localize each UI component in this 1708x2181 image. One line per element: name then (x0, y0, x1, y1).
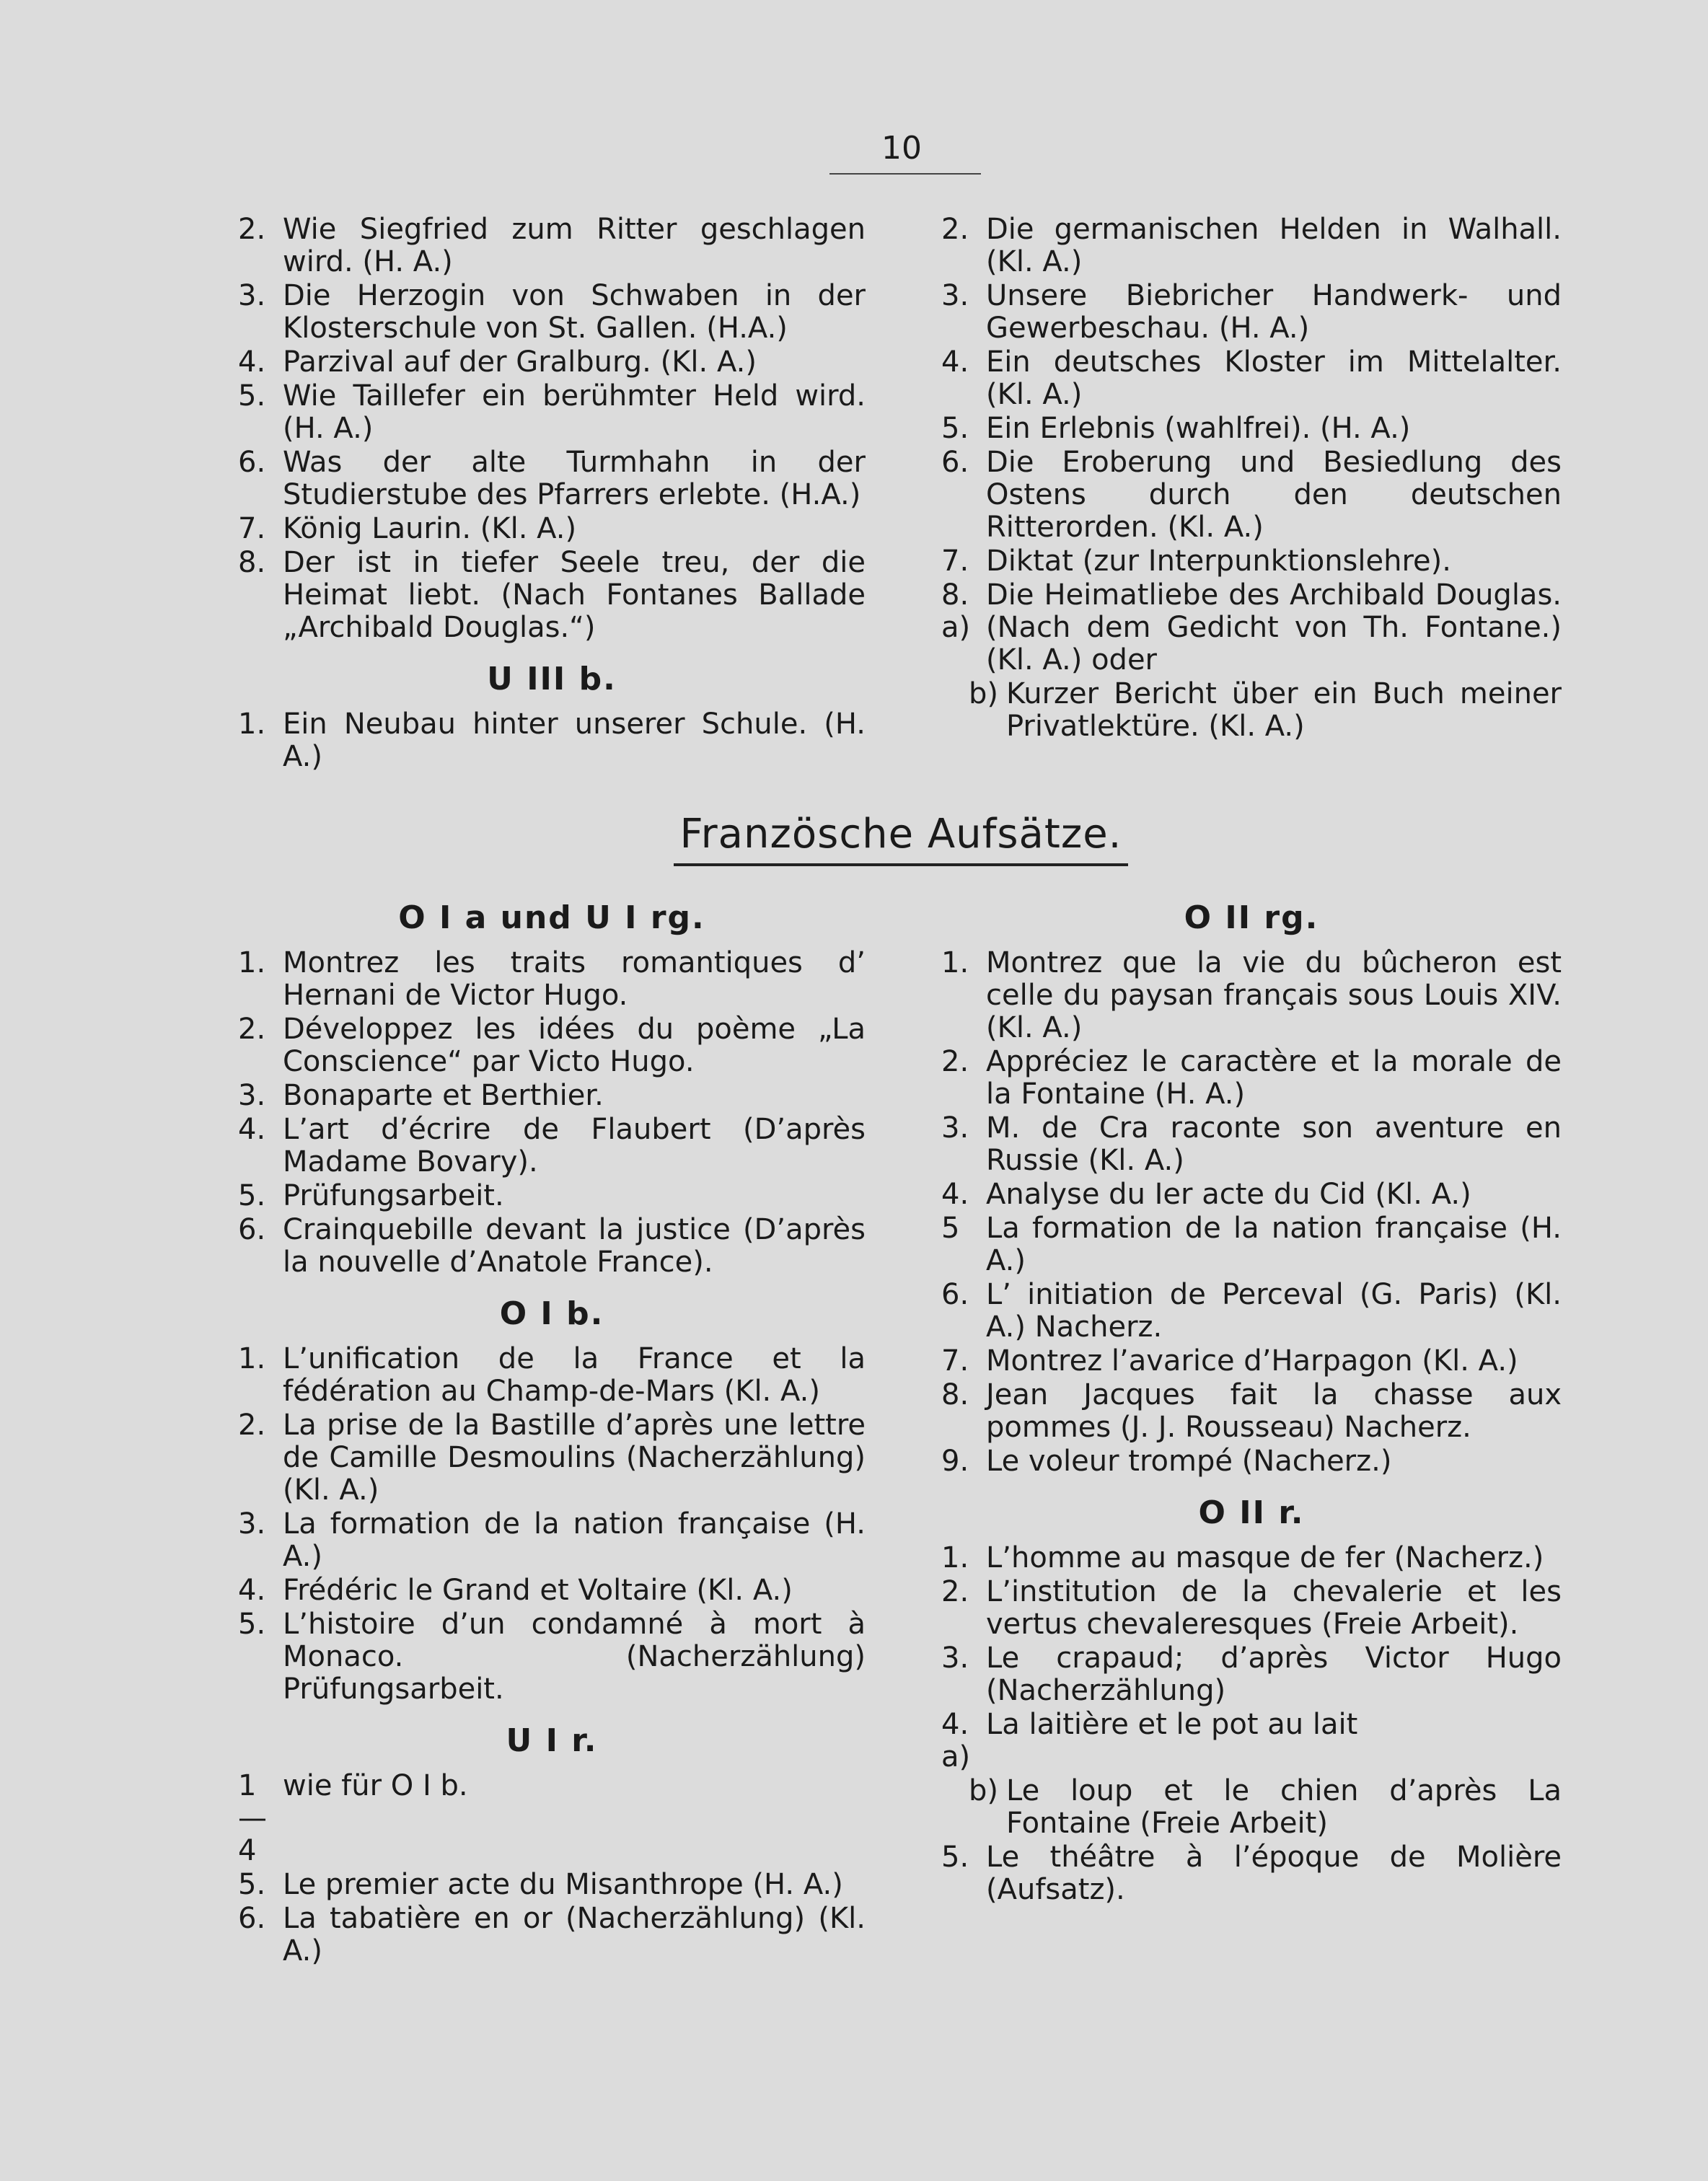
item-text: L’unification de la France et la fédération au Champ-de-Mars (Kl. A.) (283, 1342, 866, 1408)
item-number: 4. (238, 1574, 266, 1607)
top-right-column (941, 213, 1562, 744)
item-text: Parzival auf der Gralburg. (Kl. A.) (283, 345, 757, 379)
item-number: 5. (238, 1179, 266, 1212)
item-text: König Laurin. (Kl. A.) (283, 512, 577, 545)
list-item (238, 1013, 866, 1078)
item-text: Die Heimatliebe des Archibald Douglas. (Nach dem Gedicht von Th. Fontane.) (Kl. A.) oder (986, 578, 1562, 677)
item-text: La formation de la nation française (H. A.) (986, 1212, 1562, 1277)
item-number: 3. (238, 279, 266, 312)
item-number: 3. (941, 1642, 969, 1675)
list-item (238, 1508, 866, 1573)
o2rg-list (941, 947, 1562, 1478)
page-number-rule (829, 173, 981, 175)
item-number: 4. (941, 1178, 969, 1211)
item-number: 1. (941, 1541, 969, 1574)
item-number: 3. (941, 1111, 969, 1145)
list-item (941, 280, 1562, 345)
item-number: 9. (941, 1445, 969, 1478)
list-item (238, 513, 866, 545)
item-number: 5. (238, 1868, 266, 1901)
item-text: Was der alte Turmhahn in der Studierstube des Pfarrers erlebte. (H.A.) (283, 446, 866, 511)
item-text: Diktat (zur Interpunktionslehre). (986, 545, 1451, 578)
list-item (941, 1212, 1562, 1277)
item-text: Le premier acte du Misanthrope (H. A.) (283, 1868, 843, 1901)
list-item (941, 1775, 1562, 1840)
item-text: Le théâtre à l’époque de Molière (Aufsatz). (986, 1841, 1562, 1906)
item-number: b) (969, 1774, 998, 1807)
item-number: 2. (941, 1575, 969, 1608)
list-item (941, 545, 1562, 578)
list-item (238, 1409, 866, 1507)
item-text: Bonaparte et Berthier. (283, 1079, 604, 1112)
item-text: Die Eroberung und Besiedlung des Ostens durch den deutschen Ritterorden. (Kl. A.) (986, 446, 1562, 544)
list-item (941, 1379, 1562, 1444)
heading-o1b: O I b. (499, 1295, 604, 1332)
item-number: 3. (238, 1507, 266, 1541)
list-item (941, 413, 1562, 445)
item-number: 6. (941, 446, 969, 479)
item-number: 6. (238, 1902, 266, 1935)
item-text: L’art d’écrire de Flaubert (D’après Madame Bovary). (283, 1113, 866, 1178)
list-item (238, 446, 866, 511)
item-text: Der ist in tiefer Seele treu, der die Heimat liebt. (Nach Fontanes Ballade „Archibald Douglas.“) (283, 546, 866, 644)
item-text: Montrez que la vie du bûcheron est celle du paysan français sous Louis XIV. (Kl. A.) (986, 946, 1562, 1044)
item-text: Ein deutsches Kloster im Mittelalter. (Kl. A.) (986, 345, 1562, 411)
item-text: M. de Cra raconte son aventure en Russie (Kl. A.) (986, 1111, 1562, 1177)
list-item (238, 213, 866, 278)
list-item (941, 1642, 1562, 1707)
item-text: Die Herzogin von Schwaben in der Klosterschule von St. Gallen. (H.A.) (283, 279, 866, 345)
item-number: 5 (941, 1212, 960, 1245)
list-item (941, 1178, 1562, 1211)
list-item (238, 1343, 866, 1408)
list-item (238, 1114, 866, 1178)
item-number: 4. (238, 345, 266, 379)
list-item (238, 1608, 866, 1706)
list-item (941, 579, 1562, 677)
list-item (238, 1574, 866, 1607)
item-number: 2. (941, 1045, 969, 1078)
list-item (238, 280, 866, 345)
item-number: 6. (941, 1278, 969, 1311)
list-item (941, 1709, 1562, 1774)
list-item (941, 1445, 1562, 1478)
item-number: 4. a) (941, 1708, 971, 1774)
item-text: wie für O I b. (283, 1769, 468, 1802)
item-number: 1. (238, 946, 266, 979)
item-text: La laitière et le pot au lait (986, 1708, 1358, 1741)
item-text: Unsere Biebricher Handwerk- und Gewerbeschau. (H. A.) (986, 279, 1562, 345)
item-number: 4. (238, 1113, 266, 1146)
list-item (238, 346, 866, 379)
list-item (941, 1112, 1562, 1177)
item-number: 5. (941, 1841, 969, 1874)
item-text: Crainquebille devant la justice (D’après la nouvelle d’Anatole France). (283, 1213, 866, 1279)
item-number: 8. (941, 1378, 969, 1411)
item-text: Ein Neubau hinter unserer Schule. (H. A.) (283, 708, 866, 773)
item-number: 2. (238, 1409, 266, 1442)
item-number: 1—4 (238, 1769, 267, 1867)
item-number: 3. (238, 1079, 266, 1112)
list-item (941, 346, 1562, 411)
item-text: Développez les idées du poème „La Conscience“ par Victo Hugo. (283, 1013, 866, 1078)
item-number: 4. (941, 345, 969, 379)
bottom-right-column (941, 899, 1562, 1908)
list-item (238, 708, 866, 773)
item-text: Jean Jacques fait la chasse aux pommes (J. J. Rousseau) Nacherz. (986, 1378, 1562, 1444)
item-number: b) (969, 677, 998, 710)
item-number: 2. (238, 213, 266, 246)
item-number: 5. (238, 379, 266, 413)
item-text: Frédéric le Grand et Voltaire (Kl. A.) (283, 1574, 793, 1607)
item-text: L’institution de la chevalerie et les vertus chevaleresques (Freie Arbeit). (986, 1575, 1562, 1641)
item-text: Die germanischen Helden in Walhall. (Kl. A.) (986, 213, 1562, 278)
section-title: Französche Aufsätze. (674, 811, 1128, 866)
list-item (238, 1214, 866, 1279)
item-text: L’homme au masque de fer (Nacherz.) (986, 1541, 1544, 1574)
list-item (238, 1180, 866, 1212)
list-item (941, 1841, 1562, 1906)
list-item (941, 1345, 1562, 1378)
page-number: 10 (881, 130, 922, 167)
item-number: 5. (941, 412, 969, 445)
item-number: 7. (941, 1344, 969, 1378)
item-number: 5. (238, 1608, 266, 1641)
list-item (238, 1869, 866, 1901)
list-item (941, 947, 1562, 1044)
item-text: Montrez l’avarice d’Harpagon (Kl. A.) (986, 1344, 1518, 1378)
item-text: La formation de la nation française (H. A.) (283, 1507, 866, 1573)
item-number: 2. (238, 1013, 266, 1046)
heading-o2rg: O II rg. (1184, 899, 1319, 936)
item-text: Appréciez le caractère et la morale de la Fontaine (H. A.) (986, 1045, 1562, 1111)
list-item (941, 213, 1562, 278)
item-number: 1. (238, 1342, 266, 1375)
list-item (941, 446, 1562, 544)
list-item (238, 547, 866, 644)
item-text: L’histoire d’un condamné à mort à Monaco. (Nacherzählung) Prüfungsarbeit. (283, 1608, 866, 1706)
item-text: Wie Taillefer ein berühmter Held wird. (H. A.) (283, 379, 866, 445)
list-item (941, 1576, 1562, 1641)
list-item (238, 1080, 866, 1112)
item-number: 3. (941, 279, 969, 312)
heading-u1r: U I r. (506, 1722, 598, 1759)
item-number: 6. (238, 1213, 266, 1246)
top-left-column (238, 213, 866, 775)
list-item (941, 1542, 1562, 1574)
item-text: Montrez les traits romantiques d’ Hernani de Victor Hugo. (283, 946, 866, 1012)
item-text: L’ initiation de Perceval (G. Paris) (Kl. A.) Nacherz. (986, 1278, 1562, 1344)
heading-o2r: O II r. (1198, 1494, 1305, 1531)
item-text: Wie Siegfried zum Ritter geschlagen wird. (H. A.) (283, 213, 866, 278)
bottom-left-column (238, 899, 866, 1969)
heading-o1a: O I a und U I rg. (398, 899, 705, 936)
item-text: Analyse du Ier acte du Cid (Kl. A.) (986, 1178, 1471, 1211)
item-text: Le voleur trompé (Nacherz.) (986, 1445, 1392, 1478)
u1r-list (238, 1770, 866, 1968)
item-number: 7. (941, 545, 969, 578)
list-item (238, 947, 866, 1012)
list-item (238, 1770, 866, 1867)
item-text: Ein Erlebnis (wahlfrei). (H. A.) (986, 412, 1411, 445)
item-number: 1. (941, 946, 969, 979)
item-number: 8. a) (941, 578, 971, 644)
u3b-list (238, 708, 866, 773)
o2r-list (941, 1542, 1562, 1906)
item-number: 6. (238, 446, 266, 479)
list-item (238, 380, 866, 445)
item-number: 7. (238, 512, 266, 545)
item-text: La tabatière en or (Nacherzählung) (Kl. A.) (283, 1902, 866, 1968)
item-text: Kurzer Bericht über ein Buch meiner Privatlektüre. (Kl. A.) (1006, 677, 1562, 743)
list-item (941, 1046, 1562, 1111)
item-number: 2. (941, 213, 969, 246)
item-text: La prise de la Bastille d’après une lettre de Camille Desmoulins (Nacherzählung) (Kl. A.) (283, 1409, 866, 1507)
o1b-list (238, 1343, 866, 1706)
top-right-list (941, 213, 1562, 743)
heading-u3b: U III b. (487, 661, 617, 697)
list-item (941, 678, 1562, 743)
item-number: 8. (238, 546, 266, 579)
o1a-list (238, 947, 866, 1279)
item-number: 1. (238, 708, 266, 741)
list-item (238, 1903, 866, 1968)
list-item (941, 1279, 1562, 1344)
item-text: Le loup et le chien d’après La Fontaine (Freie Arbeit) (1006, 1774, 1562, 1840)
item-text: Prüfungsarbeit. (283, 1179, 504, 1212)
top-left-list (238, 213, 866, 644)
item-text: Le crapaud; d’après Victor Hugo (Nacherzählung) (986, 1642, 1562, 1707)
